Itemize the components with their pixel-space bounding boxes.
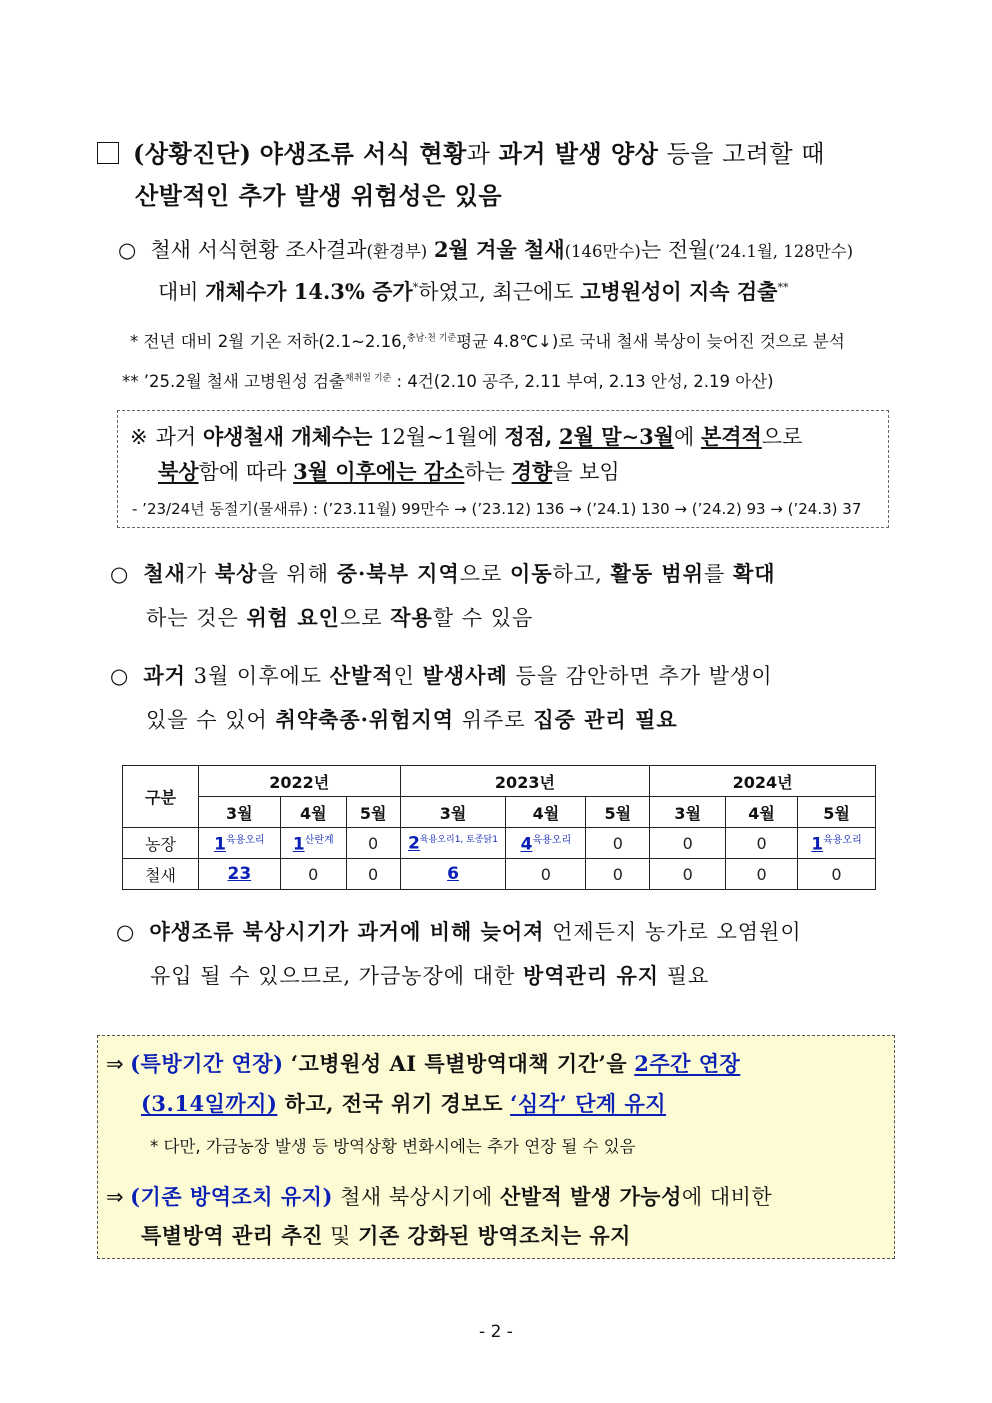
year-header: 2024년 xyxy=(650,766,876,797)
table-cell: $1^{육용오리}$ xyxy=(198,828,280,859)
table-cell: 0 xyxy=(280,859,346,890)
outbreak-table xyxy=(122,765,876,890)
month-header: 4월 xyxy=(506,797,586,828)
note-line3: - ’23/24년 동절기(물새류) : (’23.11월) 99만수 → (’23.12) 136 → (’24.1) 130 → (’24.2) 93 → (’24.3) 37 xyxy=(132,500,862,518)
table-cell: 0 xyxy=(726,828,798,859)
table-row xyxy=(123,859,876,890)
table-cell: 0 xyxy=(650,828,726,859)
footnote-1: * 전년 대비 2월 기온 저하(2.1~2.16,$^{충남\cdot 천 기준}$평균 4.8℃↓)로 국내 철새 북상이 늦어진 것으로 분석 xyxy=(130,332,845,351)
table-cell: 0 xyxy=(586,828,650,859)
table-cell: 0 xyxy=(586,859,650,890)
summary-1-line1: ⇒ (특방기간 연장) ‘고병원성 AI 특별방역대책 기간’을 2주간 연장 xyxy=(106,1051,741,1076)
table-month-row xyxy=(123,797,876,828)
bullet-3-line1: ○ 과거 3월 이후에도 산발적인 발생사례 등을 감안하면 추가 발생이 xyxy=(110,663,773,688)
table-cell: 0 xyxy=(506,859,586,890)
situation-heading-line2: 산발적인 추가 발생 위험성은 있음 xyxy=(135,181,502,210)
table-cell: $1^{산란계}$ xyxy=(280,828,346,859)
note-line2: 북상함에 따라 3월 이후에는 감소하는 경향을 보임 xyxy=(158,459,620,484)
bullet-3-line2: 있을 수 있어 취약축종·위험지역 위주로 집중 관리 필요 xyxy=(146,707,678,732)
month-header: 3월 xyxy=(400,797,506,828)
table-row xyxy=(123,828,876,859)
table-cell: $2^{육용오리1, 토종닭1}$ xyxy=(400,828,506,859)
month-header: 5월 xyxy=(798,797,876,828)
month-header: 4월 xyxy=(280,797,346,828)
bullet-4-line1: ○ 야생조류 북상시기가 과거에 비해 늦어져 언제든지 농가로 오염원이 xyxy=(116,919,802,944)
month-header: 5월 xyxy=(586,797,650,828)
summary-2-line1: ⇒ (기존 방역조치 유지) 철새 북상시기에 산발적 발생 가능성에 대비한 xyxy=(106,1184,773,1209)
implies-arrow-icon: ⇒ xyxy=(106,1052,125,1076)
bullet-1-line2: 대비 개체수가 14.3% 증가*하였고, 최근에도 고병원성이 지속 검출** xyxy=(158,279,789,304)
month-header: 5월 xyxy=(346,797,400,828)
footnote-2: ** ’25.2월 철새 고병원성 검출$^{채취일 기준}$ : 4건(2.10 공주, 2.11 부여, 2.13 안성, 2.19 아산) xyxy=(122,372,774,391)
note-line1: ※ 과거 야생철새 개체수는 12월∼1월에 정점, 2월 말∼3월에 본격적으로 xyxy=(130,424,803,449)
implies-arrow-icon: ⇒ xyxy=(106,1185,125,1209)
table-corner: 구분 xyxy=(123,766,199,828)
table-cell: 0 xyxy=(346,859,400,890)
table-year-row xyxy=(123,766,876,797)
table-cell: 0 xyxy=(798,859,876,890)
month-header: 3월 xyxy=(650,797,726,828)
year-header: 2022년 xyxy=(198,766,400,797)
month-header: 4월 xyxy=(726,797,798,828)
bullet-4-line2: 유입 될 수 있으므로, 가금농장에 대한 방역관리 유지 필요 xyxy=(150,963,710,988)
bullet-2-line2: 하는 것은 위험 요인으로 작용할 수 있음 xyxy=(146,605,534,630)
table-cell: $1^{육용오리}$ xyxy=(798,828,876,859)
table-cell: $4^{육용오리}$ xyxy=(506,828,586,859)
summary-note: * 다만, 가금농장 발생 등 방역상황 변화시에는 추가 연장 될 수 있음 xyxy=(150,1137,636,1156)
summary-2-line2: 특별방역 관리 추진 및 기존 강화된 방역조치는 유지 xyxy=(141,1223,631,1248)
month-header: 3월 xyxy=(198,797,280,828)
table-cell: 0 xyxy=(650,859,726,890)
table-cell: 0 xyxy=(346,828,400,859)
page-number: - 2 - xyxy=(479,1322,513,1342)
table-cell: 0 xyxy=(726,859,798,890)
summary-1-line2: (3.14일까지) 하고, 전국 위기 경보도 ‘심각’ 단계 유지 xyxy=(141,1091,667,1116)
bullet-1-line1: ○ 철새 서식현황 조사결과(환경부) 2월 겨울 철새(146만수)는 전월(’24.1월, 128만수) xyxy=(118,237,854,262)
situation-heading: (상황진단) 야생조류 서식 현황과 과거 발생 양상 등을 고려할 때 xyxy=(97,134,825,169)
checkbox-icon xyxy=(97,142,119,164)
bullet-2-line1: ○ 철새가 북상을 위해 중·북부 지역으로 이동하고, 활동 범위를 확대 xyxy=(110,561,776,586)
heading-tag: (상황진단) xyxy=(133,139,252,168)
row-label: 농장 xyxy=(123,828,199,859)
table-cell: 23 xyxy=(198,859,280,890)
year-header: 2023년 xyxy=(400,766,650,797)
table-cell: 6 xyxy=(400,859,506,890)
row-label: 철새 xyxy=(123,859,199,890)
